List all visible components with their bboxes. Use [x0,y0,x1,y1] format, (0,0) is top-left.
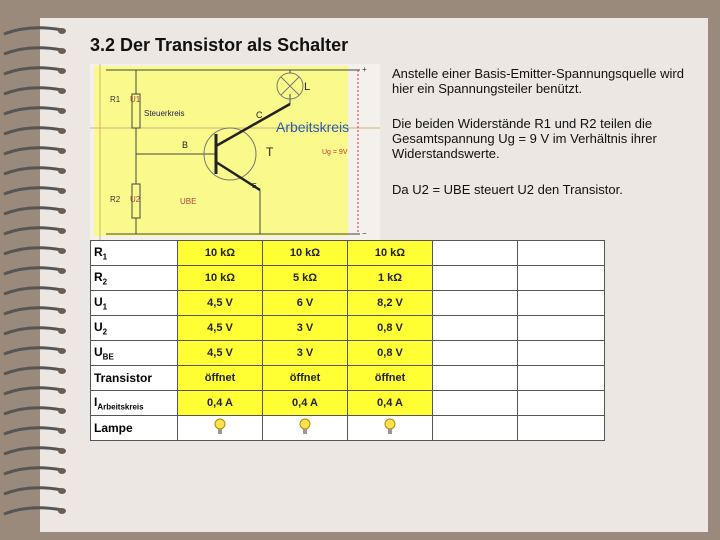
table-cell: 3 V [263,316,348,341]
spiral-ring [4,48,66,54]
paragraph-1: Anstelle einer Basis-Emitter-Spannungsquelle wird hier ein Spannungsteiler benützt. [392,66,684,96]
spiral-ring [4,348,66,354]
table-cell: 0,4 A [263,391,348,416]
label-b: B [182,140,189,150]
label-ube: UBE [180,197,197,206]
row-label: $R_2$ [91,266,178,291]
empty-cell [518,391,605,416]
table-cell: 1 kΩ [348,266,433,291]
label-l: L [304,81,311,93]
spiral-ring [4,108,66,114]
label-r1: R1 [110,95,121,104]
label-t: T [266,145,274,159]
spiral-ring [4,148,66,154]
table-cell [348,416,433,441]
empty-cell [433,291,518,316]
table-row [91,241,605,266]
empty-cell [433,266,518,291]
spiral-ring [4,428,66,434]
bulb-icon [299,418,311,436]
label-u2: U2 [130,195,141,204]
table-cell: 3 V [263,341,348,366]
row-label: $U_2$ [91,316,178,341]
table-cell: 10 kΩ [178,241,263,266]
row-label: $U_{BE}$ [91,341,178,366]
table-row [91,341,605,366]
spiral-ring [4,208,66,214]
table-row [91,291,605,316]
row-label: $U_1$ [91,291,178,316]
table-cell: öffnet [178,366,263,391]
empty-cell [518,366,605,391]
page-title: 3.2 Der Transistor als Schalter [90,35,349,55]
paragraph-2: Die beiden Widerstände R1 und R2 teilen die Gesamtspannung Ug = 9 V im Verhältnis ihrer Widerstandswerte. [392,116,657,161]
label-plus: + [362,65,367,74]
empty-cell [433,316,518,341]
table-cell: 4,5 V [178,316,263,341]
label-u1: U1 [130,95,141,104]
table-row [91,416,605,441]
circuit-diagram [90,64,380,240]
table-cell: 5 kΩ [263,266,348,291]
row-label: Lampe [91,416,178,441]
table-cell: 0,4 A [348,391,433,416]
bulb-icon [384,418,396,436]
spiral-ring [4,308,66,314]
label-steuerkreis: Steuerkreis [144,109,185,118]
row-label: Transistor [91,366,178,391]
bulb-icon [214,418,226,436]
spiral-ring [4,168,66,174]
empty-cell [433,241,518,266]
spiral-ring [4,468,66,474]
spiral-ring [4,508,66,514]
label-c: C [256,110,263,120]
table-row [91,366,605,391]
spiral-ring [4,128,66,134]
label-e: E [252,183,257,190]
table-cell: 0,8 V [348,316,433,341]
spiral-ring [4,488,66,494]
empty-cell [433,391,518,416]
row-label: $R_1$ [91,241,178,266]
table-cell: öffnet [348,366,433,391]
table-cell: 0,8 V [348,341,433,366]
table-cell: 10 kΩ [263,241,348,266]
label-arbeitskreis: Arbeitskreis [276,119,350,135]
empty-cell [518,241,605,266]
row-label: $I_{Arbeitskreis}$ [91,391,178,416]
spiral-ring [4,388,66,394]
spiral-ring [4,368,66,374]
empty-cell [433,416,518,441]
results-table [90,240,605,441]
table-cell [263,416,348,441]
empty-cell [518,341,605,366]
label-ug: Ug = 9V [322,149,348,156]
spiral-ring [4,268,66,274]
empty-cell [518,416,605,441]
table-row [91,391,605,416]
spiral-ring [4,408,66,414]
table-row [91,266,605,291]
spiral-ring [4,88,66,94]
table-cell: 10 kΩ [348,241,433,266]
spiral-ring [4,328,66,334]
empty-cell [518,316,605,341]
table-cell: 6 V [263,291,348,316]
paragraph-3: Da U2 = UBE steuert U2 den Transistor. [392,182,623,197]
table-cell: 0,4 A [178,391,263,416]
spiral-binding [0,22,72,522]
table-cell: 10 kΩ [178,266,263,291]
label-r2: R2 [110,195,121,204]
spiral-ring [4,448,66,454]
table-cell [178,416,263,441]
table-cell: öffnet [263,366,348,391]
table-row [91,316,605,341]
empty-cell [433,366,518,391]
table-cell: 4,5 V [178,291,263,316]
spiral-ring [4,188,66,194]
empty-cell [518,291,605,316]
spiral-ring [4,288,66,294]
table-cell: 8,2 V [348,291,433,316]
table-cell: 4,5 V [178,341,263,366]
spiral-ring [4,28,66,34]
empty-cell [433,341,518,366]
spiral-ring [4,68,66,74]
spiral-ring [4,228,66,234]
spiral-ring [4,248,66,254]
empty-cell [518,266,605,291]
label-minus: − [362,229,367,238]
